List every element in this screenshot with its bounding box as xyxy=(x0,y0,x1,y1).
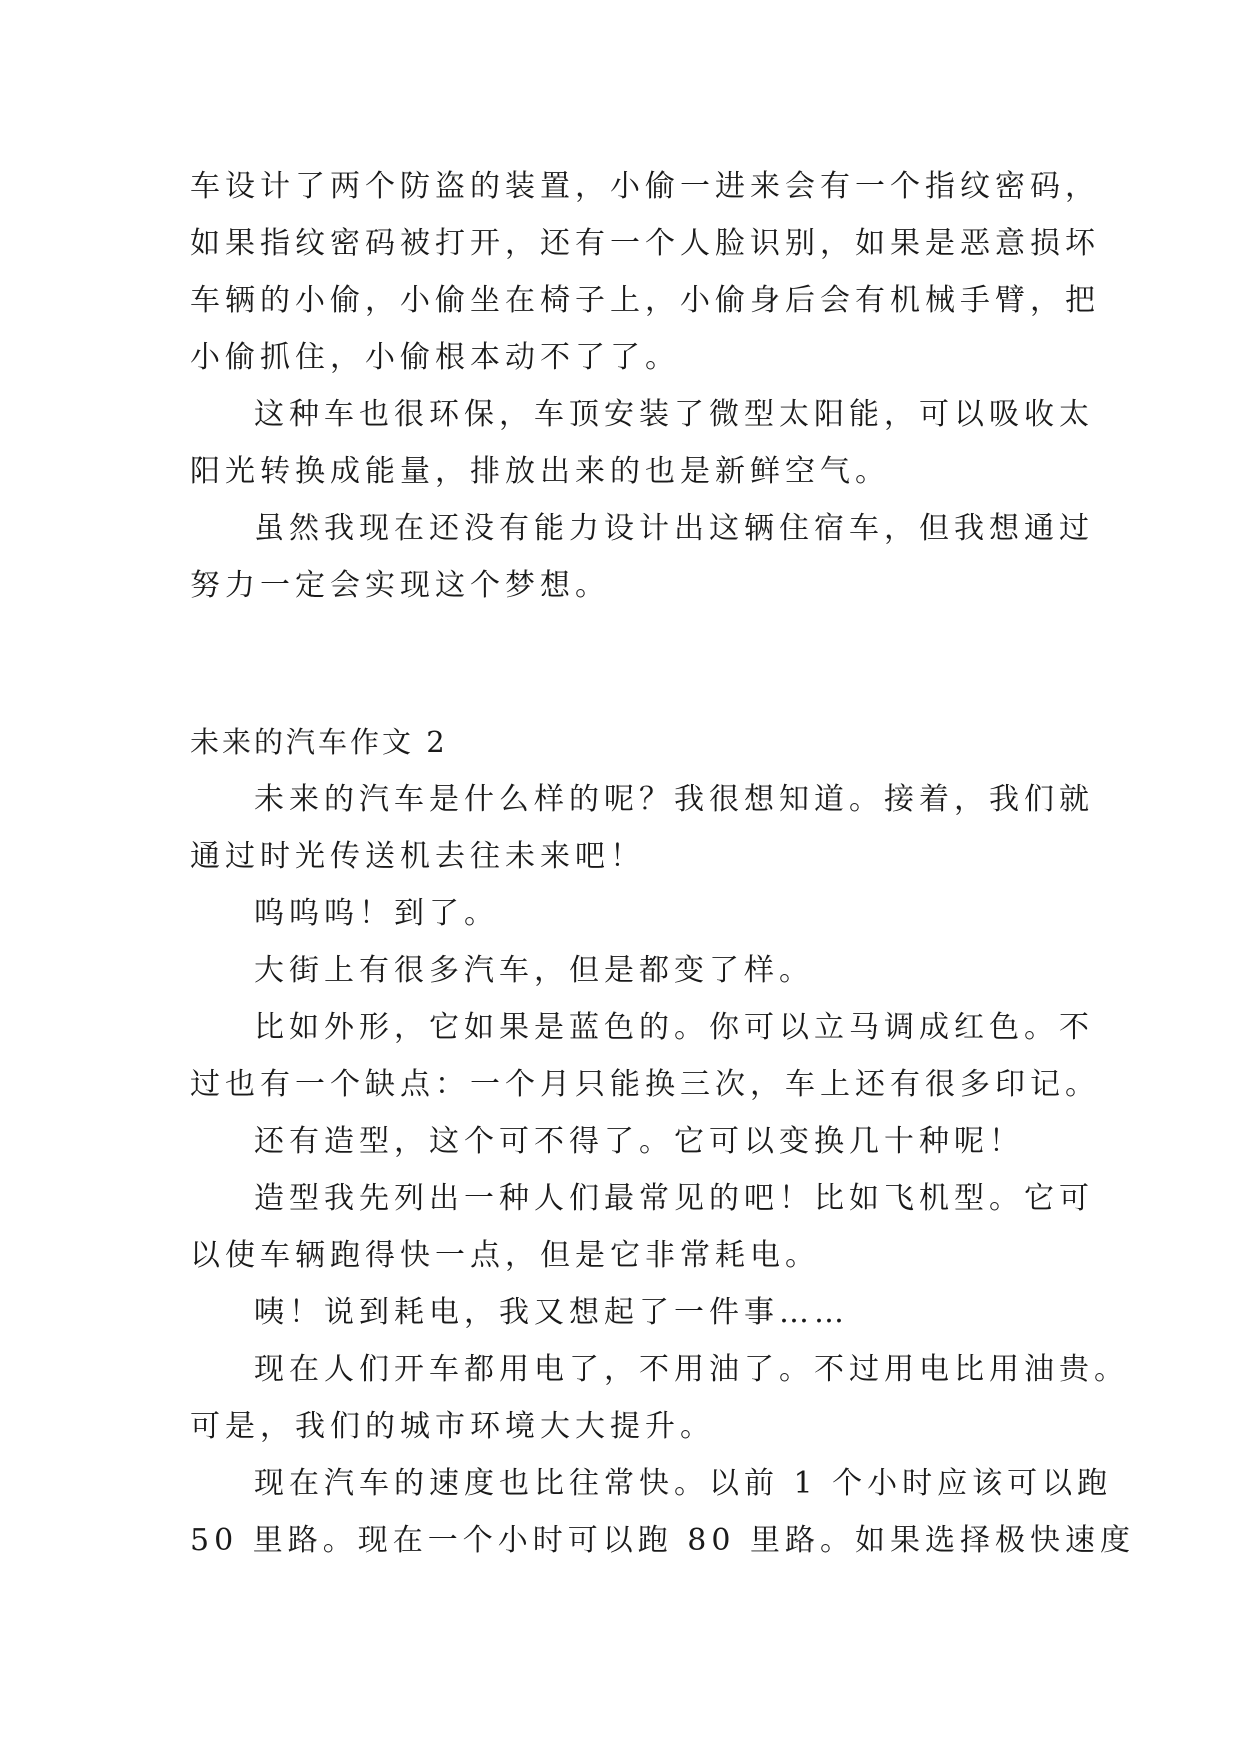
essay-body xyxy=(190,158,1135,1569)
paragraph-line: 可是，我们的城市环境大大提升。 xyxy=(190,1409,715,1444)
paragraph-line: 过也有一个缺点：一个月只能换三次，车上还有很多印记。 xyxy=(190,1067,1100,1102)
paragraph-line: 呜呜呜！到了。 xyxy=(254,896,499,931)
paragraph-line: 以使车辆跑得快一点，但是它非常耗电。 xyxy=(190,1238,820,1273)
paragraph-line: 通过时光传送机去往未来吧！ xyxy=(190,839,645,874)
paragraph-line: 还有造型，这个可不得了。它可以变换几十种呢！ xyxy=(254,1124,1024,1159)
paragraph-line: 未来的汽车是什么样的呢？我很想知道。接着，我们就 xyxy=(254,782,1094,817)
paragraph-line: 50 里路。现在一个小时可以跑 80 里路。如果选择极快速度 xyxy=(190,1523,1135,1558)
paragraph-line: 造型我先列出一种人们最常见的吧！比如飞机型。它可 xyxy=(254,1181,1094,1216)
paragraph-line: 阳光转换成能量，排放出来的也是新鲜空气。 xyxy=(190,454,890,489)
paragraph-line: 车辆的小偷，小偷坐在椅子上，小偷身后会有机械手臂，把 xyxy=(190,283,1100,318)
paragraph-line: 车设计了两个防盗的装置，小偷一进来会有一个指纹密码， xyxy=(190,169,1100,204)
paragraph-line: 如果指纹密码被打开，还有一个人脸识别，如果是恶意损坏 xyxy=(190,226,1100,261)
paragraph-line: 大街上有很多汽车，但是都变了样。 xyxy=(254,953,814,988)
paragraph-line: 比如外形，它如果是蓝色的。你可以立马调成红色。不 xyxy=(254,1010,1094,1045)
section-gap xyxy=(190,614,1070,714)
paragraph-line: 小偷抓住，小偷根本动不了了。 xyxy=(190,340,680,375)
paragraph-line: 这种车也很环保，车顶安装了微型太阳能，可以吸收太 xyxy=(254,397,1094,432)
paragraph-line: 现在汽车的速度也比往常快。以前 1 个小时应该可以跑 xyxy=(254,1466,1113,1501)
paragraph-line: 现在人们开车都用电了，不用油了。不过用电比用油贵。 xyxy=(254,1352,1129,1387)
section-title: 未来的汽车作文 2 xyxy=(190,725,448,759)
paragraph-line: 咦！说到耗电，我又想起了一件事…… xyxy=(254,1295,849,1330)
paragraph-line: 虽然我现在还没有能力设计出这辆住宿车，但我想通过 xyxy=(254,511,1094,546)
paragraph-line: 努力一定会实现这个梦想。 xyxy=(190,568,610,603)
